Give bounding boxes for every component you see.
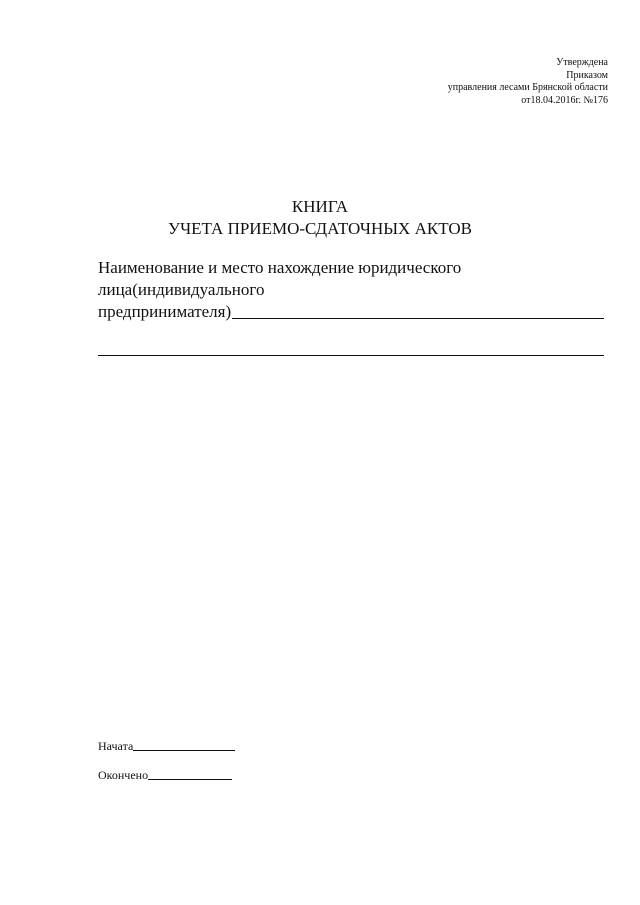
owner-label-line-2: лица(индивидуального xyxy=(98,280,265,299)
start-date-label: Начата xyxy=(98,739,134,753)
owner-label-line-3-row xyxy=(98,301,604,323)
approval-line-order: Приказом xyxy=(566,69,608,81)
approval-line-approved: Утверждена xyxy=(556,57,608,68)
end-date-blank[interactable] xyxy=(148,778,232,780)
approval-line-date-number: от18.04.2016г. №176 xyxy=(521,94,608,106)
end-date-row xyxy=(98,768,232,783)
start-date-row xyxy=(98,739,235,754)
owner-label-line-3: предпринимателя) xyxy=(98,302,232,321)
start-date-blank[interactable] xyxy=(133,749,235,751)
owner-second-fill-line[interactable] xyxy=(98,355,604,356)
end-date-label: Окончено xyxy=(98,768,149,782)
owner-fill-line[interactable] xyxy=(232,317,604,319)
title-line-subject: УЧЕТА ПРИЕМО-СДАТОЧНЫХ АКТОВ xyxy=(168,219,472,238)
approval-block xyxy=(348,57,608,107)
document-title xyxy=(0,196,640,240)
owner-label-line-1: Наименование и место нахождение юридического xyxy=(98,258,462,277)
owner-name-field xyxy=(98,257,604,323)
approval-line-department: управления лесами Брянской области xyxy=(447,82,608,93)
title-line-book: КНИГА xyxy=(291,197,349,216)
